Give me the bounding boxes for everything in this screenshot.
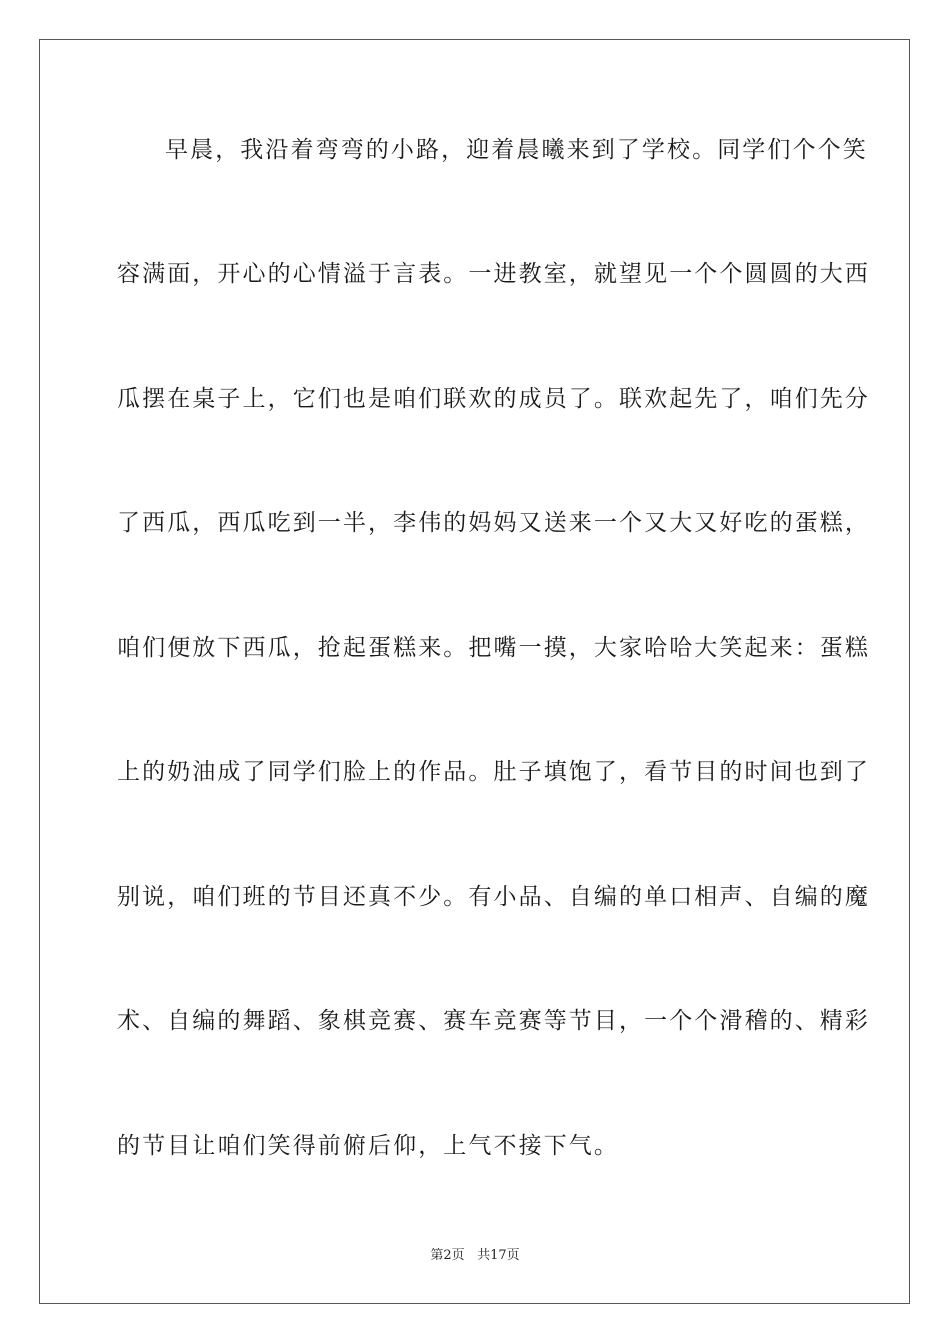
page-number: 第2页 (430, 1248, 465, 1263)
paragraph-line-1: 早晨，我沿着弯弯的小路，迎着晨曦来到了学校。同学们个个笑 (165, 137, 868, 163)
paragraph-line-7: 别说，咱们班的节目还真不少。有小品、自编的单口相声、自编的魔 (117, 884, 870, 910)
paragraph-line-5: 咱们便放下西瓜，抢起蛋糕来。把嘴一摸，大家哈哈大笑起来：蛋糕 (117, 635, 870, 661)
paragraph-line-3: 瓜摆在桌子上，它们也是咱们联欢的成员了。联欢起先了，咱们先分 (117, 386, 870, 412)
paragraph-line-6: 上的奶油成了同学们脸上的作品。肚子填饱了，看节目的时间也到了 (117, 759, 870, 785)
page-footer (0, 1248, 950, 1264)
page-total: 共17页 (477, 1248, 520, 1263)
paragraph-line-2: 容满面，开心的心情溢于言表。一进教室，就望见一个个圆圆的大西 (117, 261, 870, 287)
paragraph-line-8: 术、自编的舞蹈、象棋竞赛、赛车竞赛等节目，一个个滑稽的、精彩 (117, 1008, 870, 1034)
page-border (39, 39, 910, 1304)
paragraph-line-9: 的节目让咱们笑得前俯后仰，上气不接下气。 (117, 1133, 619, 1159)
paragraph-line-4: 了西瓜，西瓜吃到一半，李伟的妈妈又送来一个又大又好吃的蛋糕， (117, 510, 870, 536)
